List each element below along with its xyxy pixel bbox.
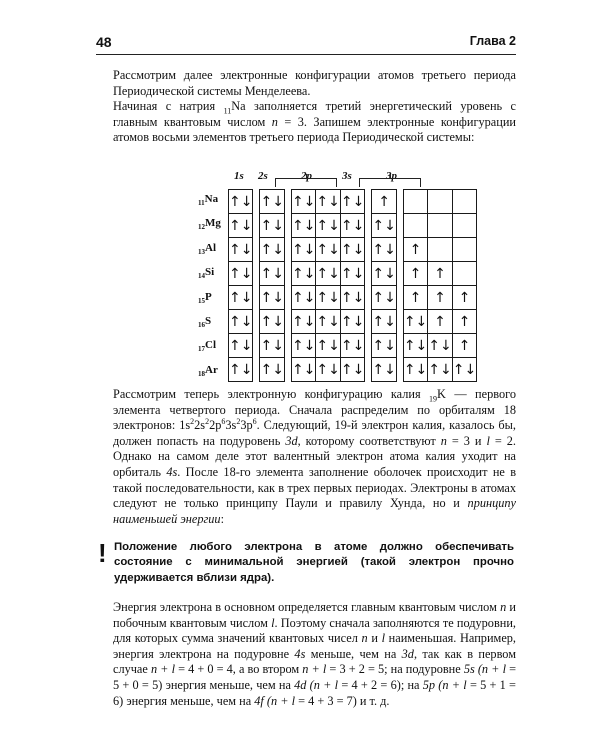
bracket-tick [306, 174, 307, 179]
quantum-number-n: n [500, 600, 507, 614]
header-rule [96, 54, 516, 55]
text-run: Рассмотрим теперь электронную конфигурацию калия [113, 387, 430, 401]
orbital-row [229, 286, 477, 310]
orbital-cell: ↑↓ [229, 358, 253, 382]
orbital-cell [452, 238, 476, 262]
element-label [198, 315, 211, 329]
column-header-3s: 3s [342, 170, 352, 182]
column-gap [253, 286, 260, 310]
orbital-cell: ↑ [428, 262, 452, 286]
text-run: , которому соответствуют [297, 433, 441, 448]
orbital-cell: ↑↓ [403, 358, 427, 382]
text-run: = 3 + 2 = 5; на подуровне [326, 662, 464, 677]
atomic-number: 12 [198, 223, 205, 232]
bracket-2p [275, 178, 337, 187]
text-run: и побочным квантовым числом [113, 600, 517, 630]
text-run: Энергия электрона в основном определяется главным квантовым числом [113, 600, 501, 614]
element-symbol: Ar [205, 363, 218, 376]
orbital-cell: ↑↓ [229, 310, 253, 334]
quantum-number-l: l [271, 615, 275, 630]
text-run: = 5 + 1 = 6) энергия меньше, чем на [113, 677, 516, 708]
column-gap [365, 310, 372, 334]
column-gap [396, 214, 403, 238]
text-run: меньше, чем на [305, 646, 402, 661]
orbital-cell: ↑↓ [229, 214, 253, 238]
intro-text: Рассмотрим далее электронные конфигурации атомов третьего периода Периодической системы Менделеева. [113, 68, 516, 98]
column-gap [365, 358, 372, 382]
orbital-grid [228, 189, 477, 382]
text-run: наименьшая. Например, энергия электрона на подуровне [113, 631, 516, 661]
config-exponent: 6 [252, 417, 257, 427]
orbital-cell [452, 190, 476, 214]
element-label [198, 242, 216, 256]
text-run: заполняется третий энергетический уровень с главным квантовым числом [113, 99, 516, 129]
column-gap [284, 214, 291, 238]
element-symbol: S [205, 315, 212, 327]
sublevel: 5s [463, 662, 475, 677]
rule-text: Положение любого электрона в атоме должно обеспечивать состояние с минимальной энергией (такой электрон прочно удерживается вблизи ядра). [114, 541, 514, 584]
quantum-sum: (n + l [435, 677, 467, 692]
element-symbol: Al [205, 241, 216, 254]
column-gap [396, 358, 403, 382]
column-gap [396, 262, 403, 286]
energy-paragraph [113, 600, 516, 709]
orbital-cell [452, 214, 476, 238]
orbital-cell: ↑↓ [340, 238, 364, 262]
chapter-title: Глава 2 [469, 34, 516, 48]
column-gap [253, 190, 260, 214]
atomic-number: 16 [198, 321, 205, 330]
column-gap [365, 286, 372, 310]
orbital-cell: ↑↓ [372, 286, 396, 310]
column-gap [365, 238, 372, 262]
column-gap [396, 238, 403, 262]
text-run: и [367, 631, 382, 646]
config-term: 3p [240, 418, 253, 433]
column-gap [365, 190, 372, 214]
sublevel: 4d [294, 677, 307, 692]
sublevel: 3d [285, 433, 298, 448]
orbital-cell: ↑↓ [260, 190, 284, 214]
config-exponent: 6 [221, 417, 226, 427]
element-label [198, 266, 214, 280]
orbital-cell: ↑↓ [340, 358, 364, 382]
element-symbol: Mg [205, 217, 221, 230]
orbital-cell: ↑ [452, 310, 476, 334]
orbital-cell: ↑ [452, 334, 476, 358]
column-gap [284, 286, 291, 310]
rule-callout [98, 538, 514, 586]
element-label [198, 217, 221, 231]
orbital-cell: ↑ [452, 286, 476, 310]
column-gap [365, 214, 372, 238]
orbital-cell: ↑↓ [229, 190, 253, 214]
atomic-number: 11 [223, 106, 232, 116]
orbital-row [229, 214, 477, 238]
orbital-cell [403, 214, 427, 238]
orbital-cell: ↑↓ [428, 358, 452, 382]
element-symbol: Na [231, 99, 246, 113]
orbital-cell: ↑ [428, 310, 452, 334]
orbital-cell: ↑ [372, 190, 396, 214]
quantum-sum: (n + l [263, 693, 296, 708]
atomic-number: 11 [198, 199, 205, 208]
column-gap [396, 286, 403, 310]
column-gap [396, 310, 403, 334]
orbital-cell: ↑↓ [260, 286, 284, 310]
orbital-cell: ↑↓ [260, 334, 284, 358]
column-gap [284, 310, 291, 334]
bracket-3p [359, 178, 421, 187]
orbital-cell: ↑↓ [316, 334, 340, 358]
text-run: — первого элемента четвертого периода. Сначала распределим по орбиталям 18 электронов: [113, 387, 517, 433]
sublevel: 4s [294, 646, 306, 661]
quantum-sum: (n + l [306, 677, 339, 692]
element-symbol: Na [204, 193, 219, 205]
orbital-cell: ↑↓ [291, 286, 315, 310]
config-term: 3s [225, 418, 237, 433]
orbital-row [229, 262, 477, 286]
orbital-cell: ↑↓ [291, 190, 315, 214]
orbital-cell: ↑↓ [229, 262, 253, 286]
orbital-cell: ↑↓ [316, 238, 340, 262]
orbital-cell: ↑↓ [291, 214, 315, 238]
sodium-paragraph [113, 99, 516, 146]
text-run: = 4 + 2 = 6); на [338, 677, 423, 692]
orbital-cell: ↑↓ [403, 334, 427, 358]
orbital-cell: ↑↓ [260, 310, 284, 334]
text-run: = 3 и [446, 433, 487, 448]
potassium-paragraph [113, 387, 516, 527]
sublevel: 5p [422, 677, 436, 692]
orbital-cell: ↑ [403, 262, 427, 286]
orbital-row [229, 310, 477, 334]
orbital-cell: ↑↓ [229, 238, 253, 262]
text-run: = 3. Запишем электронные конфигурации атомов восьми элементов третьего периода Периодической системы: [113, 114, 517, 145]
text-run: . Следующий, 19-й электрон калия, казалось бы, должен попасть на подуровень [113, 418, 517, 448]
orbital-cell: ↑↓ [372, 238, 396, 262]
bracket-tick [390, 174, 391, 179]
text-run: = 2. Однако на самом деле этот валентный электрон атома калия уходит на орбиталь [113, 433, 516, 479]
config-exponent: 2 [236, 417, 241, 427]
column-header-2p: 2p [301, 170, 312, 182]
column-gap [284, 358, 291, 382]
column-gap [284, 190, 291, 214]
atomic-number: 13 [198, 247, 205, 256]
intro-paragraph [113, 68, 516, 99]
orbital-row [229, 358, 477, 382]
column-gap [253, 334, 260, 358]
page-number: 48 [96, 34, 112, 50]
config-term: 2s [194, 418, 206, 433]
text-run: = 5 + 0 = 5) энергия меньше, чем на [113, 662, 517, 692]
orbital-row [229, 190, 477, 214]
config-exponent: 2 [205, 417, 210, 427]
column-gap [365, 262, 372, 286]
orbital-cell: ↑↓ [340, 334, 364, 358]
orbital-cell: ↑ [403, 286, 427, 310]
orbital-cell: ↑↓ [260, 238, 284, 262]
orbital-cell: ↑↓ [260, 214, 284, 238]
orbital-cell: ↑↓ [316, 262, 340, 286]
orbital-cell: ↑↓ [372, 358, 396, 382]
column-gap [253, 238, 260, 262]
orbital-cell: ↑↓ [452, 358, 476, 382]
sublevel: 3d [401, 646, 414, 661]
orbital-cell [428, 214, 452, 238]
column-gap [365, 334, 372, 358]
element-label [198, 339, 216, 353]
quantum-number-l: l [486, 433, 490, 448]
orbital-cell: ↑↓ [229, 286, 253, 310]
column-gap [253, 358, 260, 382]
orbital-cell: ↑↓ [316, 358, 340, 382]
orbital-cell: ↑↓ [229, 334, 253, 358]
orbital-cell: ↑↓ [372, 310, 396, 334]
text-run: , так как в первом случае [113, 646, 516, 677]
exclamation-icon: ! [98, 538, 107, 568]
orbital-cell: ↑↓ [316, 286, 340, 310]
orbital-cell: ↑↓ [316, 214, 340, 238]
orbital-cell: ↑↓ [428, 334, 452, 358]
config-term: 2p [209, 418, 222, 433]
sublevel: 4s [166, 464, 178, 479]
atomic-number: 14 [198, 272, 205, 281]
orbital-cell [452, 262, 476, 286]
orbital-cell: ↑↓ [340, 262, 364, 286]
orbital-cell: ↑↓ [291, 262, 315, 286]
element-label [198, 193, 218, 207]
column-header-2s: 2s [258, 170, 268, 182]
atomic-number: 19 [429, 394, 438, 404]
orbital-cell: ↑↓ [291, 238, 315, 262]
quantum-sum: (n + l [474, 662, 506, 677]
column-header-1s: 1s [234, 170, 244, 182]
text-run: = 4 + 0 = 4, а во втором [175, 662, 303, 677]
orbital-cell: ↑↓ [372, 214, 396, 238]
column-gap [284, 262, 291, 286]
orbital-cell: ↑↓ [372, 334, 396, 358]
orbital-table [228, 189, 477, 382]
orbital-cell: ↑↓ [291, 334, 315, 358]
orbital-cell: ↑↓ [291, 358, 315, 382]
column-gap [284, 334, 291, 358]
element-symbol: K [437, 387, 446, 401]
orbital-cell: ↑↓ [340, 286, 364, 310]
text-run: . Поэтому сначала заполняются те подуровни, для которых сумма значений квантовых чисел [113, 615, 517, 646]
page-header [96, 34, 516, 54]
text-run: : [220, 511, 225, 526]
element-label [198, 364, 218, 378]
electron-configuration [179, 418, 256, 432]
orbital-cell: ↑↓ [340, 214, 364, 238]
column-gap [253, 310, 260, 334]
orbital-cell [428, 238, 452, 262]
orbital-cell: ↑↓ [340, 190, 364, 214]
quantum-number-n: n [271, 114, 278, 129]
orbital-cell: ↑↓ [340, 310, 364, 334]
atomic-number: 17 [198, 345, 205, 354]
config-term: 1s [179, 418, 191, 433]
orbital-cell: ↑↓ [291, 310, 315, 334]
orbital-cell: ↑ [403, 238, 427, 262]
orbital-cell: ↑↓ [372, 262, 396, 286]
orbital-cell: ↑↓ [260, 358, 284, 382]
text-run: = 4 + 3 = 7) и т. д. [295, 693, 390, 708]
column-gap [253, 214, 260, 238]
orbital-cell [428, 190, 452, 214]
column-gap [396, 334, 403, 358]
orbital-cell: ↑↓ [316, 190, 340, 214]
quantum-number-n: n [361, 631, 368, 646]
element-label [198, 291, 212, 305]
column-gap [253, 262, 260, 286]
quantum-sum: n + l [302, 662, 327, 677]
quantum-number-n: n [440, 433, 447, 448]
element-symbol: Si [205, 266, 215, 279]
orbital-cell: ↑↓ [316, 310, 340, 334]
column-gap [284, 238, 291, 262]
text-run: Начиная с натрия [113, 99, 224, 113]
orbital-cell: ↑↓ [403, 310, 427, 334]
orbital-cell: ↑↓ [260, 262, 284, 286]
emphasis-text: принципу наименьшей энергии [113, 496, 516, 526]
config-exponent: 2 [190, 417, 195, 427]
element-symbol: Cl [205, 339, 216, 352]
quantum-number-l: l [381, 631, 386, 646]
orbital-row [229, 238, 477, 262]
atomic-number: 15 [198, 296, 205, 305]
column-gap [396, 190, 403, 214]
element-symbol: P [205, 290, 212, 303]
text-run: . После 18-го элемента заполнение оболочек происходит не в такой последовательности, как в трех первых периодах. Электроны в атомах следуют не только принципу Паули и правилу Хунда, но и [113, 464, 517, 511]
orbital-cell: ↑ [428, 286, 452, 310]
quantum-sum: n + l [150, 662, 175, 677]
orbital-cell [403, 190, 427, 214]
column-header-3p: 3p [386, 170, 397, 182]
sublevel: 4f [254, 693, 264, 708]
orbital-row [229, 334, 477, 358]
atomic-number: 18 [198, 369, 205, 378]
